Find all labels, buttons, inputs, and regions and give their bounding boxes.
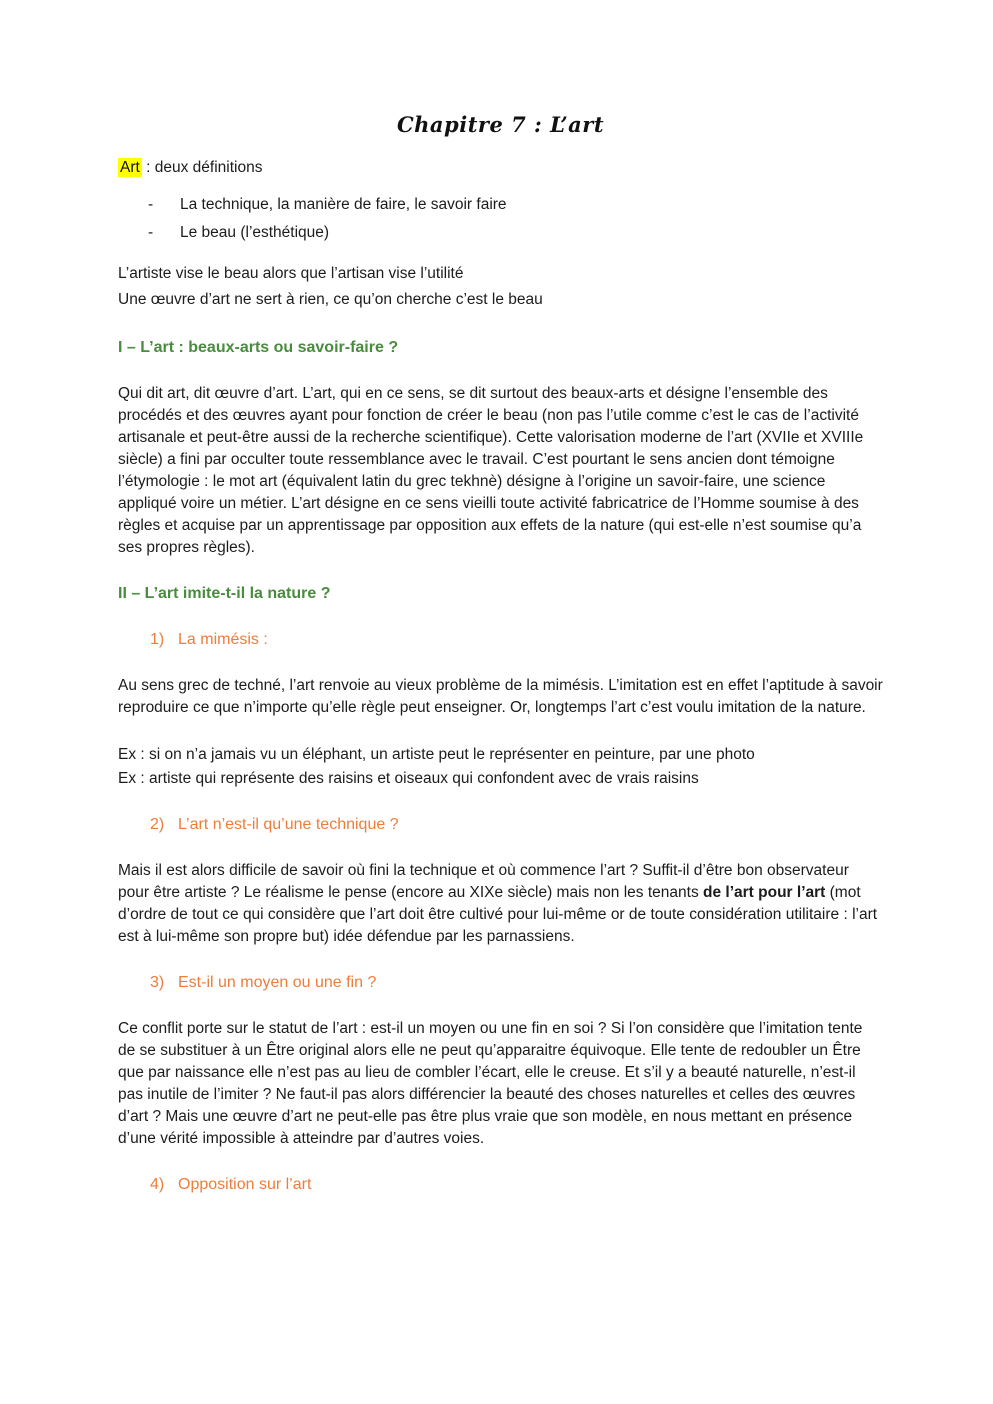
example-line: Ex : si on n’a jamais vu un éléphant, un artiste peut le représenter en peinture, par une photo bbox=[118, 746, 755, 763]
statement-line: Une œuvre d’art ne sert à rien, ce qu’on cherche c’est le beau bbox=[118, 291, 543, 308]
list-item-text: Le beau (l’esthétique) bbox=[180, 224, 330, 241]
subsection-heading-3 bbox=[118, 972, 883, 994]
subsection-number: 4) bbox=[150, 1176, 165, 1193]
subsection-heading-2 bbox=[118, 814, 883, 836]
dash-bullet: - bbox=[148, 196, 154, 213]
list-item-text: La technique, la manière de faire, le savoir faire bbox=[180, 196, 507, 213]
subsection-number: 1) bbox=[150, 631, 165, 648]
definitions-list bbox=[118, 191, 883, 247]
subsection-number: 3) bbox=[150, 974, 165, 991]
list-item bbox=[118, 191, 883, 219]
intro-statements bbox=[118, 261, 883, 313]
statement-line: L’artiste vise le beau alors que l’artisan vise l’utilité bbox=[118, 265, 464, 282]
section-1-paragraph: Qui dit art, dit œuvre d’art. L’art, qui en ce sens, se dit surtout des beaux-arts et désigne l’ensemble des procédés et des œuvres ayant pour fonction de créer le beau (non pas l’utile comme c’est le cas de l’activité artisanale et peut-être aussi de la recherche scientifique). Cette valorisation moderne de l’art (XVIIe et XVIIIe siècle) a fini par occulter toute ressemblance avec le travail. C’est pourtant le sens ancien dont témoigne l’étymologie : le mot art (équivalent latin du grec tekhnè) désigne à l’origine un savoir-faire, une science appliqué voire un métier. L’art désigne en ce sens vieilli toute activité fabricatrice de l’Homme soumise à des règles et acquise par un apprentissage par opposition aux effets de la nature (qui est-elle n’est soumise qu’a ses propres règles). bbox=[118, 385, 864, 556]
page-title: Chapitre 7 : L’art bbox=[396, 112, 605, 137]
section-heading-1: I – L’art : beaux-arts ou savoir-faire ? bbox=[118, 339, 399, 356]
bold-phrase: de l’art pour l’art bbox=[703, 884, 826, 901]
section-heading-2: II – L’art imite-t-il la nature ? bbox=[118, 585, 331, 602]
subsection-title: Opposition sur l’art bbox=[178, 1176, 312, 1193]
subsection-2-paragraph bbox=[118, 860, 883, 948]
example-line: Ex : artiste qui représente des raisins et oiseaux qui confondent avec de vrais raisins bbox=[118, 770, 699, 787]
paragraph-text: (mot d’ordre de tout ce qui considère que l’art doit être cultivé pour lui-même or de toute considération utilitaire : l’art est à lui-même son propre but) idée défendue par les parnassiens. bbox=[118, 884, 878, 945]
subsection-title: L’art n’est-il qu’une technique ? bbox=[178, 816, 399, 833]
intro-definition-line bbox=[118, 157, 883, 179]
highlighted-term: Art bbox=[120, 159, 140, 176]
subsection-3-paragraph: Ce conflit porte sur le statut de l’art : est-il un moyen ou une fin en soi ? Si l’on considère que l’imitation tente de se substituer à un Être original alors elle ne peut qu’apparaitre équivoque. Elle tente de redoubler un Être que par naissance elle n’est pas au lieu de combler l’écart, elle le creuse. Et s’il y a beauté naturelle, n’est-il pas inutile de l’imiter ? Ne faut-il pas alors différencier la beauté des choses naturelles et celles des œuvres d’art ? Mais une œuvre d’art ne peut-elle pas être plus vraie que son modèle, en nous mettant en présence d’une vérité impossible à atteindre par d’autres voies. bbox=[118, 1020, 863, 1147]
subsection-1-paragraph: Au sens grec de techné, l’art renvoie au vieux problème de la mimésis. L’imitation est en effet l’aptitude à savoir reproduire ce que n’importe qu’elle règle peut enseigner. Or, longtemps l’art c’est voulu imitation de la nature. bbox=[118, 677, 883, 716]
list-item bbox=[118, 219, 883, 247]
subsection-title: Est-il un moyen ou une fin ? bbox=[178, 974, 377, 991]
examples-block bbox=[118, 743, 883, 791]
dash-bullet: - bbox=[148, 224, 154, 241]
subsection-heading-1 bbox=[118, 629, 883, 651]
subsection-title: La mimésis : bbox=[178, 631, 268, 648]
intro-definition-text: : deux définitions bbox=[141, 159, 263, 176]
subsection-number: 2) bbox=[150, 816, 165, 833]
subsection-heading-4 bbox=[118, 1174, 883, 1196]
paragraph-text: Mais il est alors difficile de savoir où fini la technique et où commence l’art ? Suffit-il d’être bon observateur pour être artiste ? Le réalisme le pense (encore au XIXe siècle) mais non les tenants bbox=[118, 862, 849, 901]
